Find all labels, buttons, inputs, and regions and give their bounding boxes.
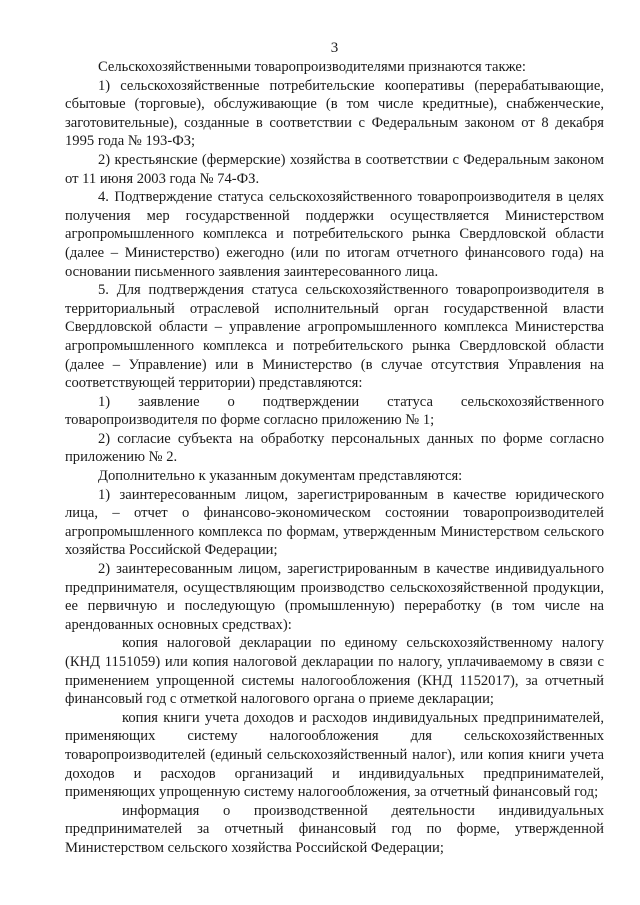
paragraph-farms: 2) крестьянские (фермерские) хозяйства в соответствии с Федеральным законом от 11 июня 2003 года № 74-ФЗ.	[65, 151, 604, 187]
paragraph-application: 1) заявление о подтверждении статуса сельскохозяйственного товаропроизводителя по форме согласно приложению № 1;	[65, 393, 604, 429]
paragraph-tax-declaration: копия налоговой декларации по единому сельскохозяйственному налогу (КНД 1151059) или копия налоговой декларации по налогу, уплачиваемому в связи с применением упрощенной системы налогообложения (КНД 1152017), за отчетный финансовый год с отметкой налогового органа о приеме декларации;	[65, 635, 604, 708]
paragraph-intro: Сельскохозяйственными товаропроизводителями признаются также:	[98, 59, 526, 75]
paragraph-section-4: 4. Подтверждение статуса сельскохозяйственного товаропроизводителя в целях получения мер государственной поддержки осуществляется Министерством агропромышленного комплекса и потребительского рынка Свердловской области (далее – Министерство) ежегодно (или по итогам отчетного финансового года) на основании письменного заявления заинтересованного лица.	[65, 189, 604, 280]
paragraph-additional: Дополнительно к указанным документам представляются:	[98, 468, 463, 485]
paragraph-entrepreneur: 2) заинтересованным лицом, зарегистрированным в качестве индивидуального предпринимателя, осуществляющим производство сельскохозяйственной продукции, ее первичную и последующую (промышленную) переработку (в том числе на арендованных основных средствах):	[65, 561, 604, 633]
paragraph-production-info: информация о производственной деятельности индивидуальных предпринимателей за отчетный финансовый год по форме, утвержденной Министерством сельского хозяйства Российской Федерации;	[65, 802, 604, 856]
page-number: 3	[330, 40, 339, 56]
paragraph-income-book: копия книги учета доходов и расходов индивидуальных предпринимателей, применяющих систему налогообложения для сельскохозяйственных товаропроизводителей (единый сельскохозяйственный налог), или копия книги учета доходов и расходов организаций и индивидуальных предпринимателей, применяющих упрощенную систему налогообложения, за отчетный финансовый год;	[65, 709, 604, 801]
paragraph-consent: 2) согласие субъекта на обработку персональных данных по форме согласно приложению № 2.	[65, 430, 604, 466]
paragraph-section-5: 5. Для подтверждения статуса сельскохозяйственного товаропроизводителя в территориальный отраслевой исполнительный орган государственной власти Свердловской области – управление агропромышленного комплекса Министерства агропромышленного комплекса и потребительского рынка Свердловской области (далее – Управление) или в Министерство (в случае отсутствия Управления на соответствующей территории) представляются:	[65, 282, 604, 392]
paragraph-cooperatives: 1) сельскохозяйственные потребительские кооперативы (перерабатывающие, сбытовые (торговые), обслуживающие (в том числе кредитные), снабженческие, заготовительные), созданные в соответствии с Федеральным законом от 8 декабря 1995 года № 193-ФЗ;	[65, 77, 604, 150]
paragraph-legal-entity: 1) заинтересованным лицом, зарегистрированным в качестве юридического лица, – отчет о финансово-экономическом состоянии товаропроизводителей агропромышленного комплекса по формам, утвержденным Министерством сельского хозяйства Российской Федерации;	[65, 486, 604, 559]
